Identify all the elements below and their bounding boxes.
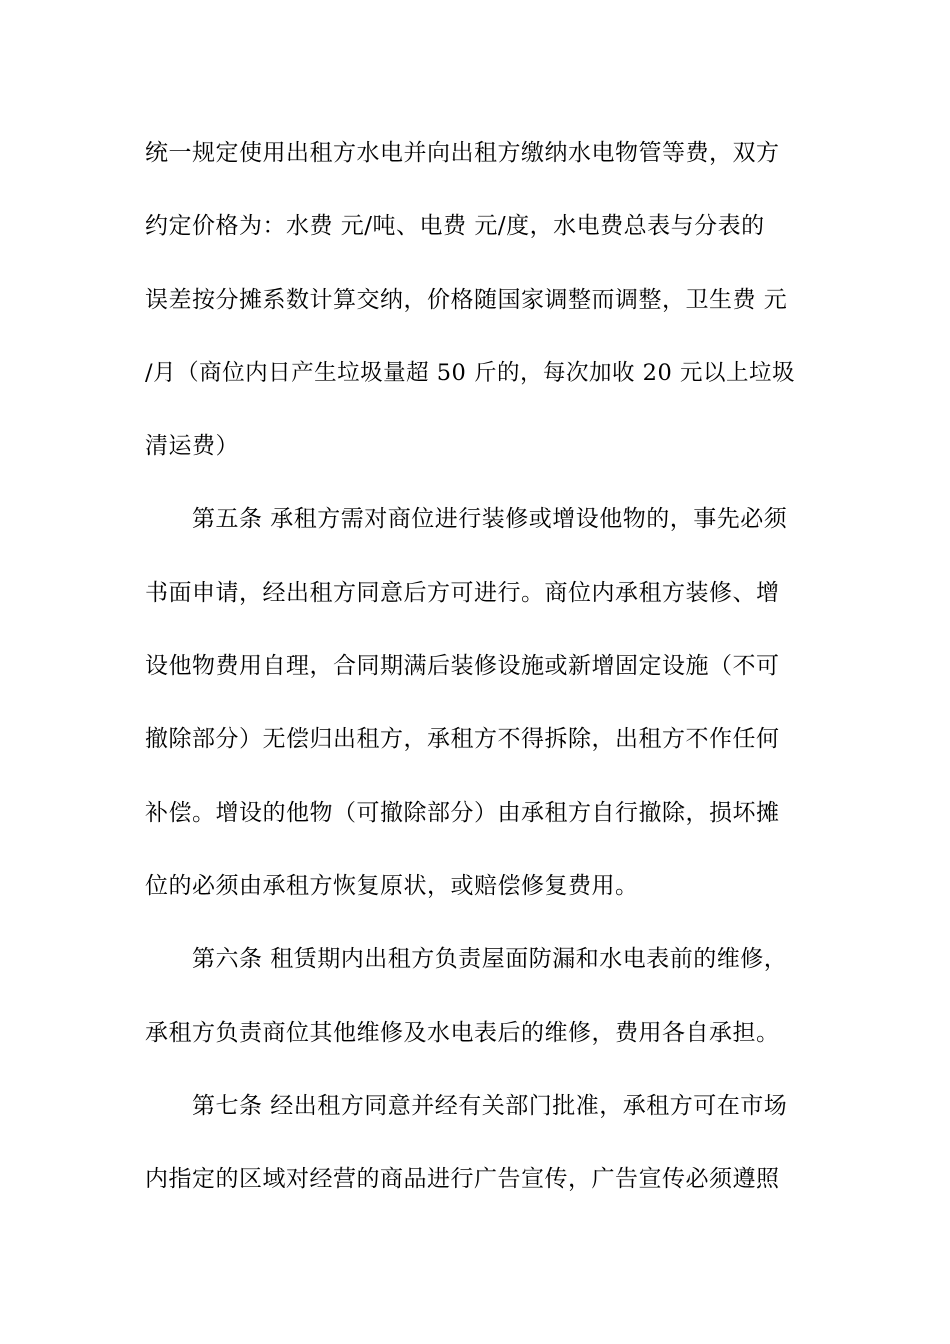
text-line: 补偿。增设的他物（可撤除部分）由承租方自行撤除，损坏摊 — [145, 799, 780, 826]
text-line: 书面申请，经出租方同意后方可进行。商位内承租方装修、增 — [145, 579, 780, 606]
article-5-heading-line: 第五条 承租方需对商位进行装修或增设他物的，事先必须 — [192, 506, 788, 533]
text-line: 统一规定使用出租方水电并向出租方缴纳水电物管等费，双方 — [145, 140, 780, 166]
article-7-heading-line: 第七条 经出租方同意并经有关部门批准，承租方可在市场 — [192, 1092, 788, 1119]
text-line: 清运费） — [145, 433, 239, 460]
text-line: 内指定的区域对经营的商品进行广告宣传，广告宣传必须遵照 — [145, 1166, 780, 1193]
text-line: 撤除部分）无偿归出租方，承租方不得拆除，出租方不作任何 — [145, 726, 780, 753]
text-line: 承租方负责商位其他维修及水电表后的维修，费用各自承担。 — [145, 1019, 780, 1046]
text-line: 位的必须由承租方恢复原状，或赔偿修复费用。 — [145, 872, 639, 899]
text-line: 设他物费用自理，合同期满后装修设施或新增固定设施（不可 — [145, 653, 780, 680]
article-6-heading-line: 第六条 租赁期内出租方负责屋面防漏和水电表前的维修， — [192, 946, 788, 973]
text-line: 误差按分摊系数计算交纳，价格随国家调整而调整，卫生费 元 — [145, 286, 788, 313]
document-page — [145, 128, 807, 1227]
text-line: /月（商位内日产生垃圾量超 50 斤的，每次加收 20 元以上垃圾 — [145, 359, 795, 386]
text-line: 约定价格为：水费 元/吨、电费 元/度，水电费总表与分表的 — [145, 213, 765, 240]
